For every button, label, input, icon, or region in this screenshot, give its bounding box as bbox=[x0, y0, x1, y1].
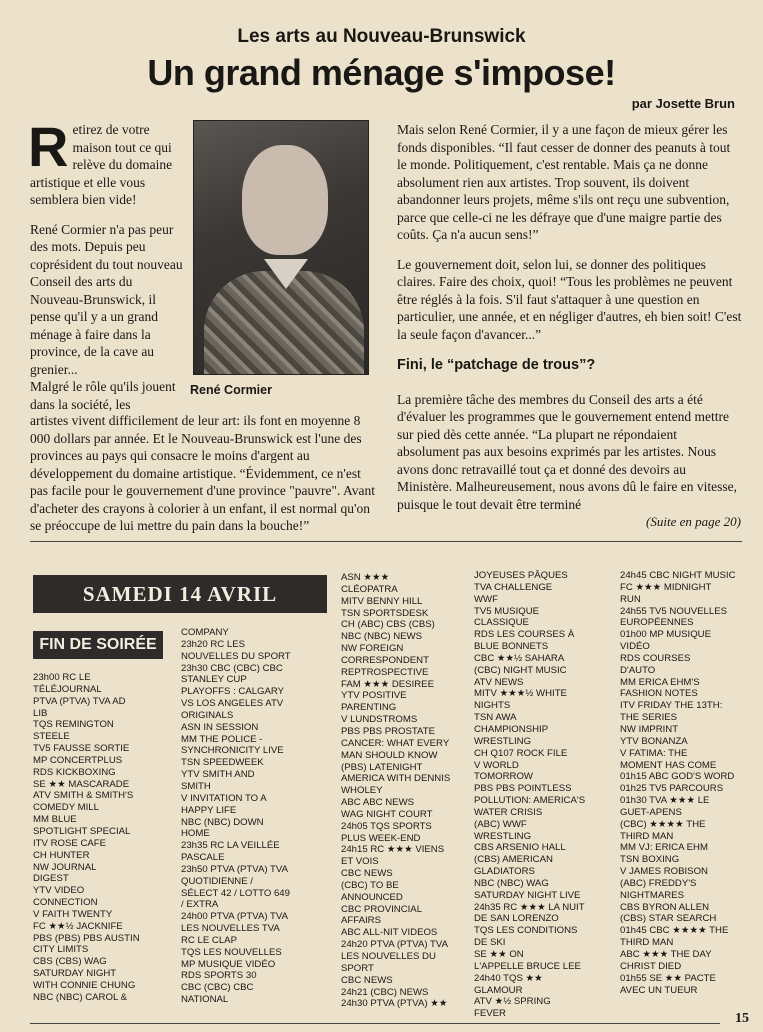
listing-line: CORRESPONDENT bbox=[341, 654, 429, 666]
listing-line: RDS LES COURSES À bbox=[474, 629, 575, 641]
listing-line: RDS KICKBOXING bbox=[33, 766, 116, 778]
listing-line: FAM ★★★ DESIREE bbox=[341, 678, 434, 690]
listing-line: PBS PBS POINTLESS bbox=[474, 783, 572, 795]
listing-line: YTV BONANZA bbox=[620, 735, 688, 747]
listing-line: FC ★★½ JACKNIFE bbox=[33, 920, 123, 932]
intro-paragraph: Retirez de votre maison tout ce qui relève du domaine artistique et elle vous semblera bien vide! bbox=[28, 115, 173, 207]
listing-line: V INVITATION TO A bbox=[181, 792, 267, 804]
listing-line: 23h20 RC LES bbox=[181, 638, 245, 650]
listing-line: AFFAIRS bbox=[341, 915, 381, 927]
listing-line: ITV ROSE CAFE bbox=[33, 837, 107, 849]
listing-line: PTVA (PTVA) TVA AD bbox=[33, 695, 126, 707]
listing-line: (CBC) TO BE bbox=[341, 879, 399, 891]
listing-line: STANLEY CUP bbox=[181, 674, 247, 686]
listing-line: 24h35 RC ★★★ LA NUIT bbox=[474, 901, 585, 913]
listing-line: TQS REMINGTON bbox=[33, 719, 114, 731]
listing-line: TVA CHALLENGE bbox=[474, 581, 553, 593]
listing-line: 01h45 CBC ★★★★ THE bbox=[620, 925, 729, 937]
listing-line: NW IMPRINT bbox=[620, 723, 679, 735]
listing-line: MP MUSIQUE VIDÉO bbox=[181, 958, 276, 970]
listings-column-3 bbox=[341, 572, 466, 1010]
listing-line: NW JOURNAL bbox=[33, 861, 97, 873]
listing-line: 24h21 (CBC) NEWS bbox=[341, 986, 429, 998]
listing-line: FEVER bbox=[474, 1008, 506, 1020]
listing-line: RDS COURSES bbox=[620, 652, 691, 664]
listing-line: YTV VIDEO bbox=[33, 885, 85, 897]
listing-line: EUROPÉENNES bbox=[620, 617, 694, 629]
listing-line: CH (ABC) CBS (CBS) bbox=[341, 619, 435, 631]
listing-line: NBC (NBC) DOWN bbox=[181, 816, 264, 828]
listing-line: V WORLD bbox=[474, 759, 519, 771]
listing-line: GLAMOUR bbox=[474, 984, 523, 996]
listing-line: PLUS WEEK-END bbox=[341, 832, 421, 844]
listing-line: PBS (PBS) PBS AUSTIN bbox=[33, 932, 140, 944]
listing-line: CH Q107 ROCK FILE bbox=[474, 747, 568, 759]
article-paragraph: artistes vivent difficilement de leur art: ils font en moyenne 8 000 dollars par année. Et le Nouveau-Brunswick est l'une des provinces au pays qui consacre le moins d'argent au développement du domaine artistique. “Évidemment, ce n'est pas facile pour le gouvernement d'une province "pauvre". Avant d'acheter des crayons à colorier à un enfant, il est normal qu'on se préoccupe de lui mettre du pain dans la bouche!” bbox=[30, 413, 375, 533]
listing-line: TSN BOXING bbox=[620, 854, 680, 866]
listing-line: 23h00 RC LE bbox=[33, 672, 91, 683]
listing-line: 24h55 TV5 NOUVELLES bbox=[620, 605, 728, 617]
listing-line: VIDÉO bbox=[620, 641, 650, 653]
listing-line: GUET-APENS bbox=[620, 806, 682, 818]
listing-line: LIB bbox=[33, 707, 48, 719]
listing-line: MITV BENNY HILL bbox=[341, 595, 423, 607]
listing-line: V JAMES ROBISON bbox=[620, 866, 708, 878]
listing-line: CHRIST DIED bbox=[620, 960, 682, 972]
listing-line: JOYEUSES PÂQUES bbox=[474, 570, 568, 581]
listing-line: 24h20 PTVA (PTVA) TVA bbox=[341, 939, 448, 951]
listing-line: ABC ★★★ THE DAY bbox=[620, 949, 712, 960]
listings-day-banner: SAMEDI 14 AVRIL bbox=[33, 575, 327, 613]
portrait-photo bbox=[193, 120, 369, 375]
listing-line: SÉLECT 42 / LOTTO 649 bbox=[181, 887, 290, 899]
listing-line: RUN bbox=[620, 593, 641, 605]
drop-cap: R bbox=[28, 115, 69, 178]
listing-line: 23h35 RC LA VEILLÉE bbox=[181, 840, 280, 852]
listings-column-2 bbox=[181, 627, 331, 1006]
listing-line: DIGEST bbox=[33, 873, 69, 885]
listing-line: ABC ABC NEWS bbox=[341, 797, 415, 809]
listing-line: CH HUNTER bbox=[33, 849, 90, 861]
article-paragraph: Mais selon René Cormier, il y a une façon de mieux gérer les fonds disponibles. “Il faut cesser de donner des peanuts à tout le monde. Politiquement, c'est rentable. Mais ça ne donne absolument rien aux artistes. Trop souvent, ils doivent abandonner leurs projets, même s'ils ont reçu une subvention, parce que celle-ci ne les défraye que d'une maigre partie des coûts. Ça n'a aucun sens!” bbox=[397, 122, 731, 242]
listing-line: CBS BYRON ALLEN bbox=[620, 901, 710, 913]
listing-line: THE SERIES bbox=[620, 712, 678, 724]
listing-line: (ABC) WWF bbox=[474, 818, 527, 830]
listing-line: WRESTLING bbox=[474, 735, 532, 747]
listing-line: / EXTRA bbox=[181, 899, 219, 911]
listing-line: REPTROSPECTIVE bbox=[341, 666, 429, 678]
listing-line: 01h55 SE ★★ PACTE bbox=[620, 972, 716, 984]
article-paragraph: Malgré le rôle qu'ils jouent dans la société, les bbox=[30, 379, 176, 412]
listing-line: ITV FRIDAY THE 13TH: bbox=[620, 700, 723, 712]
listing-line: QUOTIDIENNE / bbox=[181, 875, 253, 887]
listings-section-banner: FIN DE SOIRÉE bbox=[33, 631, 163, 659]
listing-line: CBC PROVINCIAL bbox=[341, 903, 423, 915]
listing-line: HOME bbox=[181, 828, 210, 840]
article-right-column bbox=[397, 121, 742, 525]
listing-line: PLAYOFFS : CALGARY bbox=[181, 686, 285, 698]
listing-line: 23h30 CBC (CBC) CBC bbox=[181, 662, 283, 674]
listing-line: AVEC UN TUEUR bbox=[620, 984, 698, 996]
listing-line: (CBC) NIGHT MUSIC bbox=[474, 664, 567, 676]
article-paragraph: La première tâche des membres du Conseil des arts a été d'évaluer les programmes que le gouvernement entend mettre sur pied dès cette année. “La plupart ne répondaient absolument pas aux besoins exprimés par les artistes. Nous avons donc retravaillé tout ça et donné des devoirs au Ministère. Malheureusement, nous avons dû le faire en vitesse, puisque le tout devait être terminé bbox=[397, 391, 738, 512]
listing-line: RDS SPORTS 30 bbox=[181, 970, 257, 982]
listing-line: MP CONCERTPLUS bbox=[33, 754, 123, 766]
listing-line: (CBC) ★★★★ THE bbox=[620, 818, 706, 830]
listing-line: TSN SPEEDWEEK bbox=[181, 757, 264, 769]
listing-line: ATV NEWS bbox=[474, 676, 524, 688]
listing-line: WWF bbox=[474, 593, 498, 605]
listing-line: CBS ARSENIO HALL bbox=[474, 842, 566, 854]
listing-line: V FATIMA: THE bbox=[620, 747, 688, 759]
listing-line: 01h15 ABC GOD'S WORD bbox=[620, 771, 735, 783]
listing-line: NBC (NBC) NEWS bbox=[341, 631, 423, 643]
listing-line: 24h40 TQS ★★ bbox=[474, 972, 543, 984]
listing-line: CITY LIMITS bbox=[33, 944, 89, 956]
listing-line: COMEDY MILL bbox=[33, 802, 99, 814]
listing-line: WRESTLING bbox=[474, 830, 532, 842]
listing-line: L'APPELLE BRUCE LEE bbox=[474, 960, 581, 972]
listings-column-1 bbox=[33, 672, 173, 1004]
listing-line: 24h30 PTVA (PTVA) ★★ bbox=[341, 998, 448, 1010]
article-headline: Un grand ménage s'impose! bbox=[147, 52, 616, 93]
listing-line: CBC NEWS bbox=[341, 868, 393, 880]
article-byline: par Josette Brun bbox=[631, 96, 735, 111]
listing-line: TSN SPORTSDESK bbox=[341, 607, 429, 619]
listing-line: VS LOS ANGELES ATV bbox=[181, 698, 284, 710]
listing-line: SYNCHRONICITY LIVE bbox=[181, 745, 284, 757]
listing-line: SE ★★ ON bbox=[474, 949, 524, 960]
listing-line: BLUE BONNETS bbox=[474, 641, 549, 653]
listing-line: SE ★★ MASCARADE bbox=[33, 778, 130, 790]
listing-line: YTV POSITIVE bbox=[341, 690, 407, 702]
listing-line: MM BLUE bbox=[33, 814, 77, 826]
listing-line: HAPPY LIFE bbox=[181, 804, 237, 816]
listing-line: AMERICA WITH DENNIS bbox=[341, 773, 451, 785]
listing-line: SPORT bbox=[341, 962, 374, 974]
listing-line: SATURDAY NIGHT bbox=[33, 968, 117, 980]
listing-line: (PBS) LATENIGHT bbox=[341, 761, 423, 773]
listing-line: CLÉOPATRA bbox=[341, 583, 398, 595]
listing-line: DE SKI bbox=[474, 937, 506, 949]
listing-line: LES NOUVELLES TVA bbox=[181, 923, 280, 935]
listing-line: (ABC) FREDDY'S bbox=[620, 877, 697, 889]
listing-line: LES NOUVELLES DU bbox=[341, 951, 436, 962]
listing-line: DE SAN LORENZO bbox=[474, 913, 559, 925]
listing-line: TV5 FAUSSE SORTIE bbox=[33, 743, 130, 755]
listing-line: 24h05 TQS SPORTS bbox=[341, 820, 432, 832]
listing-line: YTV SMITH AND bbox=[181, 769, 255, 781]
listing-line: WITH CONNIE CHUNG bbox=[33, 979, 136, 991]
article-paragraph: René Cormier n'a pas peur des mots. Depuis peu coprésident du tout nouveau Conseil des arts du Nouveau-Brunswick, il pense qu'il y a un grand ménage à faire dans la province, de la cave au grenier... bbox=[30, 221, 183, 377]
listing-line: ABC ALL-NIT VIDEOS bbox=[341, 927, 438, 939]
listing-line: ASN ★★★ bbox=[341, 572, 390, 583]
listing-line: NW FOREIGN bbox=[341, 643, 404, 655]
article-paragraph: Le gouvernement doit, selon lui, se donner des politiques claires. Faire des choix, quoi! “Tous les problèmes ne peuvent être réglés à la fois. S'il faut s'attaquer à une question en particulier, une année, et en négliger d'autres, eh bien soit! C'est la seule façon d'avancer...” bbox=[397, 256, 742, 342]
listing-line: POLLUTION: AMERICA'S bbox=[474, 795, 586, 807]
listing-line: NIGHTS bbox=[474, 700, 511, 712]
listing-line: (CBS) AMERICAN bbox=[474, 854, 553, 866]
listing-line: TSN AWA bbox=[474, 712, 517, 724]
listing-line: 24h00 PTVA (PTVA) TVA bbox=[181, 911, 288, 923]
listing-line: TV5 MUSIQUE bbox=[474, 605, 540, 617]
listing-line: TQS LES NOUVELLES bbox=[181, 946, 282, 958]
listing-line: GLADIATORS bbox=[474, 866, 535, 878]
listing-line: WATER CRISIS bbox=[474, 806, 543, 818]
listing-line: 24h15 RC ★★★ VIENS bbox=[341, 844, 445, 856]
listing-line: NBC (NBC) WAG bbox=[474, 877, 549, 889]
listing-line: MM ERICA EHM'S bbox=[620, 676, 700, 688]
listing-line: TQS LES CONDITIONS bbox=[474, 925, 578, 937]
listing-line: NATIONAL bbox=[181, 994, 229, 1006]
listing-line: ATV SMITH & SMITH'S bbox=[33, 790, 134, 802]
listing-line: COMPANY bbox=[181, 627, 229, 638]
listing-line: THIRD MAN bbox=[620, 937, 674, 949]
listing-line: ATV ★½ SPRING bbox=[474, 996, 551, 1008]
listing-line: MAN SHOULD KNOW bbox=[341, 749, 438, 761]
listing-line: MM VJ: ERICA EHM bbox=[620, 842, 708, 854]
listing-line: 01h30 TVA ★★★ LE bbox=[620, 795, 710, 807]
listing-line: MITV ★★★½ WHITE bbox=[474, 688, 567, 700]
divider bbox=[30, 541, 742, 542]
listing-line: MOMENT HAS COME bbox=[620, 759, 717, 771]
listing-line: SATURDAY NIGHT LIVE bbox=[474, 889, 581, 901]
section-kicker: Les arts au Nouveau-Brunswick bbox=[237, 26, 526, 47]
listing-line: ASN IN SESSION bbox=[181, 721, 259, 733]
listing-line: CONNECTION bbox=[33, 897, 98, 909]
listing-line: CLASSIQUE bbox=[474, 617, 529, 629]
listing-line: THIRD MAN bbox=[620, 830, 674, 842]
listing-line: CHAMPIONSHIP bbox=[474, 723, 549, 735]
listings-column-5 bbox=[620, 570, 745, 996]
listing-line: 01h00 MP MUSIQUE bbox=[620, 629, 711, 641]
listing-line: STEELE bbox=[33, 731, 70, 743]
listing-line: PBS PBS PROSTATE bbox=[341, 725, 436, 737]
listing-line: ORIGINALS bbox=[181, 709, 234, 721]
listing-line: 23h50 PTVA (PTVA) TVA bbox=[181, 863, 288, 875]
listing-line: D'AUTO bbox=[620, 664, 656, 676]
listing-line: CBC ★★½ SAHARA bbox=[474, 652, 565, 664]
listing-line: CBC (CBC) CBC bbox=[181, 982, 254, 994]
listing-line: CANCER: WHAT EVERY bbox=[341, 737, 450, 749]
listing-line: 24h45 CBC NIGHT MUSIC bbox=[620, 570, 736, 581]
listing-line: RC LE CLAP bbox=[181, 934, 237, 946]
listing-line: MM THE POLICE - bbox=[181, 733, 263, 745]
listing-line: SPOTLIGHT SPECIAL bbox=[33, 825, 131, 837]
article-subhead: Fini, le “patchage de trous”? bbox=[397, 357, 596, 373]
listing-line: CBC NEWS bbox=[341, 974, 393, 986]
listing-line: NIGHTMARES bbox=[620, 889, 684, 901]
page-number: 15 bbox=[735, 1011, 749, 1026]
listing-line: NOUVELLES DU SPORT bbox=[181, 650, 291, 662]
listing-line: (CBS) STAR SEARCH bbox=[620, 913, 717, 925]
article-left-column bbox=[28, 115, 185, 390]
listing-line: ET VOIS bbox=[341, 856, 379, 868]
photo-caption: René Cormier bbox=[190, 383, 272, 397]
listing-line: WAG NIGHT COURT bbox=[341, 808, 433, 820]
listing-line: NBC (NBC) CAROL & bbox=[33, 991, 127, 1003]
listing-line: FC ★★★ MIDNIGHT bbox=[620, 581, 712, 593]
listing-line: PASCALE bbox=[181, 852, 225, 864]
listing-line: ANNOUNCED bbox=[341, 891, 403, 903]
listing-line: SMITH bbox=[181, 780, 211, 792]
listing-line: TÉLÉJOURNAL bbox=[33, 683, 102, 695]
divider bbox=[30, 1023, 720, 1024]
listing-line: TOMORROW bbox=[474, 771, 533, 783]
listing-line: PARENTING bbox=[341, 702, 397, 714]
listing-line: WHOLEY bbox=[341, 785, 383, 797]
listings-column-4 bbox=[474, 570, 606, 1020]
listing-line: FASHION NOTES bbox=[620, 688, 698, 700]
listing-line: V FAITH TWENTY bbox=[33, 908, 113, 920]
listing-line: CBS (CBS) WAG bbox=[33, 956, 107, 968]
listing-line: V LUNDSTROMS bbox=[341, 714, 418, 726]
continued-note: (Suite en page 20) bbox=[646, 514, 741, 529]
listing-line: 01h25 TV5 PARCOURS bbox=[620, 783, 724, 795]
